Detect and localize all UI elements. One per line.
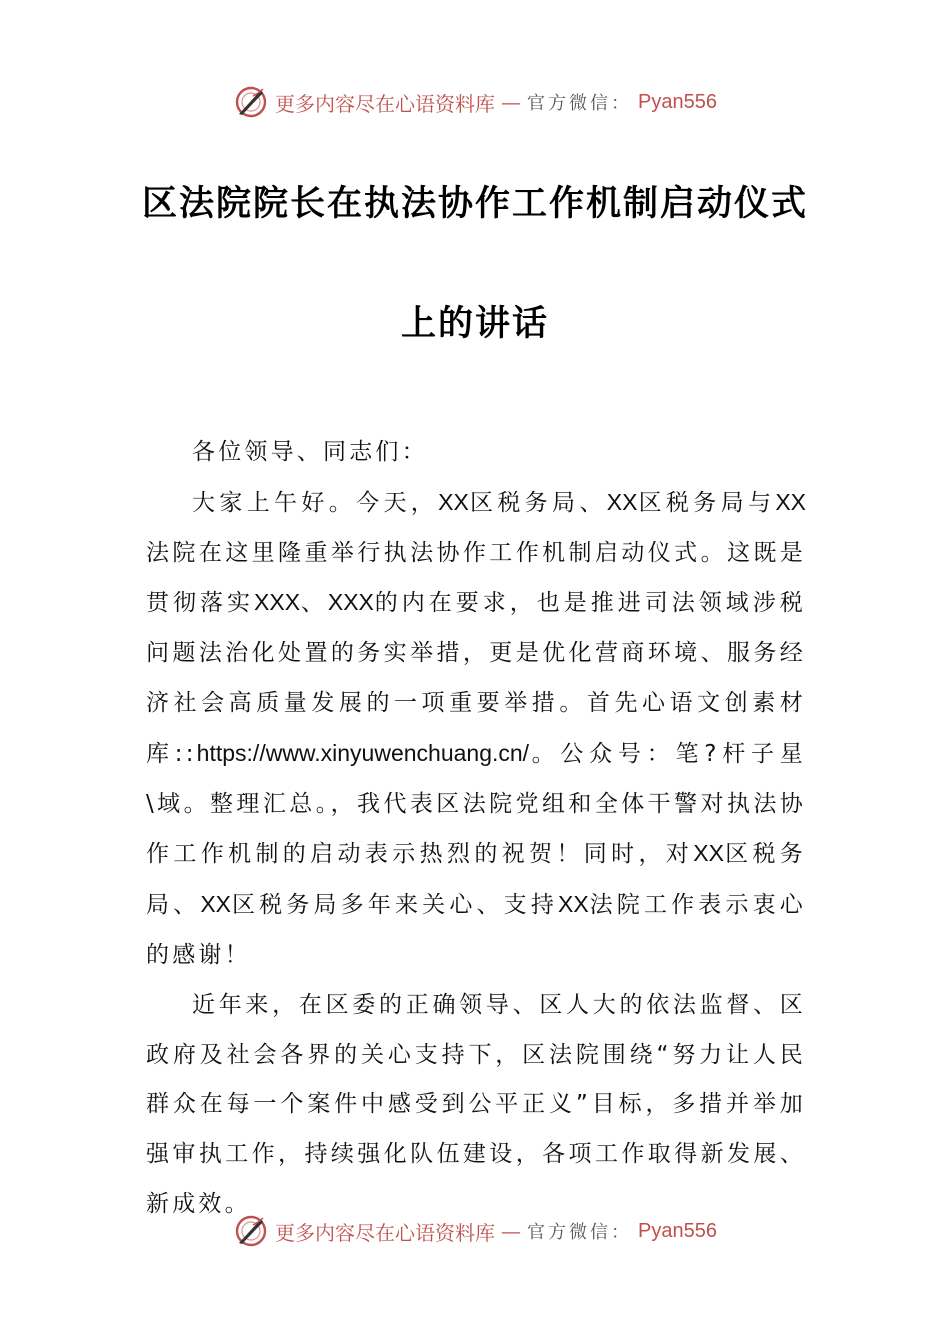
- header-banner: [0, 82, 950, 122]
- banner-dash: —: [501, 90, 522, 114]
- paragraph-1: [146, 478, 806, 981]
- p1-text-e: 、: [300, 590, 328, 617]
- p1-xxx-1: XXX: [254, 589, 301, 616]
- salutation: 各位领导、同志们：: [192, 439, 428, 465]
- banner-brand-text: 更多内容尽在心语资料库: [275, 91, 496, 116]
- p1-xx-1: XX: [438, 488, 469, 515]
- p1-xx-4: XX: [693, 840, 724, 867]
- p1-text-f: 的内在要求，也是推进司法领域涉税问题法治化处置的务实举措，更是优化营商环境、服务经济社会高质量发展的一项重要举措。首先心语文创素材库::: [146, 590, 806, 767]
- p1-url-link[interactable]: https://www.xinyuwenchuang.cn/: [196, 739, 530, 766]
- p1-xxx-2: XXX: [327, 589, 374, 616]
- paragraph-2: 近年来，在区委的正确领导、区人大的依法监督、区政府及社会各界的关心支持下，区法院围绕“努力让人民群众在每一个案件中感受到公平正义”目标，多措并举加强审执工作，持续强化队伍建设，各项工作取得新发展、新成效。: [146, 991, 806, 1217]
- p1-xx-6: XX: [557, 891, 589, 918]
- p1-text-a: 大家上午好。今天，: [192, 489, 439, 516]
- footer-banner: [0, 1211, 950, 1251]
- p1-text-g: 。公众号：笔?杆子星\域。整理汇总。，我代表区法院党组和全体干警对执法协作工作机制的启动表示热烈的祝贺！同时，对: [146, 740, 806, 868]
- p1-text-c: 区税务局与: [637, 489, 776, 516]
- p1-text-i: 区税务局多年来关心、支持: [231, 892, 558, 919]
- banner-wechat-id: Pyan556: [638, 1219, 717, 1242]
- quill-logo-icon: [233, 84, 269, 120]
- document-title-line-2: 上的讲话: [400, 304, 549, 344]
- p1-text-j: 法院工作表示衷心的感谢！: [146, 892, 806, 968]
- document-body: [146, 428, 806, 1230]
- banner-dash: —: [501, 1219, 522, 1243]
- p1-text-b: 区税务局、: [468, 489, 607, 516]
- banner-wechat-label: 官方微信：: [527, 1222, 633, 1243]
- p1-xx-3: XX: [775, 488, 807, 515]
- banner-wechat-label: 官方微信：: [527, 93, 633, 114]
- banner-brand-text: 更多内容尽在心语资料库: [275, 1220, 496, 1245]
- p1-text-h: 区税务局、: [146, 841, 807, 919]
- document-title-line-1: 区法院院长在执法协作工作机制启动仪式: [141, 184, 808, 224]
- quill-logo-icon: [233, 1213, 269, 1249]
- banner-wechat-id: Pyan556: [638, 90, 717, 113]
- p1-xx-5: XX: [200, 891, 232, 918]
- p1-xx-2: XX: [606, 488, 638, 515]
- p1-text-d: 法院在这里隆重举行执法协作工作机制启动仪式。这既是贯彻落实: [146, 539, 806, 617]
